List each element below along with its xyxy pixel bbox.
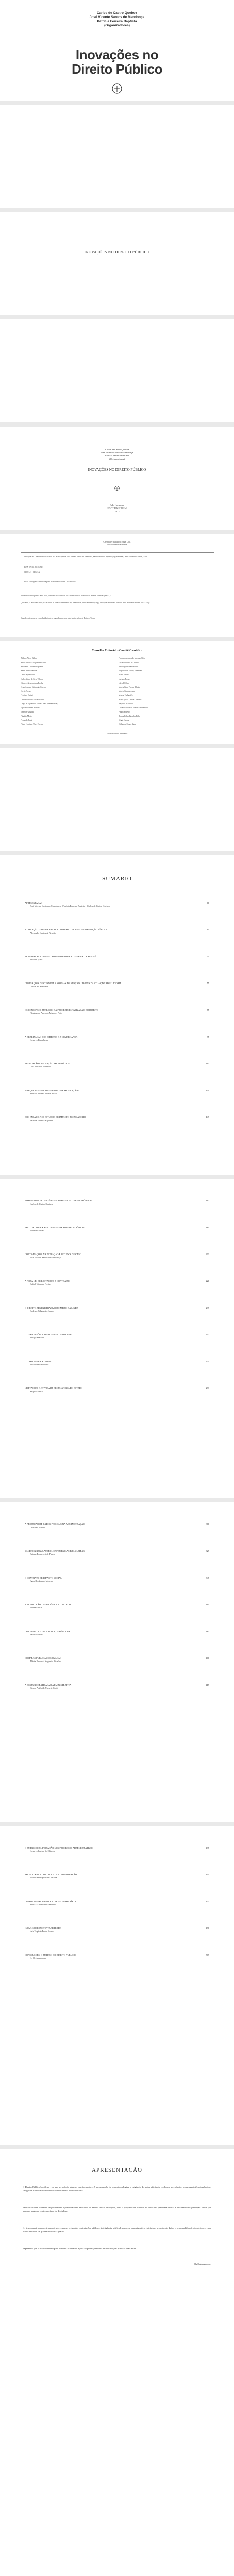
toc-entry[interactable] — [25, 1333, 209, 1339]
toc-entry-authors: Juliana Bonacorsi de Palma — [30, 1552, 55, 1555]
toc-entry-authors: Eduardo Jordão — [30, 1229, 44, 1232]
toc-page-number: 509 — [206, 1954, 209, 1956]
board-member: Emerson Gabardo — [21, 711, 35, 713]
board-member: Marcia Carla Pereira Ribeiro — [119, 686, 140, 688]
rights-line: Todos os direitos reservados. — [106, 543, 128, 546]
toc-entry-authors: Floriano de Azevedo Marques Neto — [30, 1011, 62, 1014]
title-page-authors — [0, 448, 234, 461]
toc-entry[interactable] — [25, 1116, 209, 1122]
board-member: Sérgio Guerra — [119, 719, 129, 721]
toc-entry-title: POR QUE INSISTIR NO EMPREGO DA REGULAÇÃO? — [25, 1089, 79, 1092]
title-page-author: José Vicente Santos de Mendonça — [101, 451, 133, 454]
toc-entry-authors: Gustavo Binenbojm — [30, 1038, 48, 1041]
toc-page-number: 131 — [206, 1089, 209, 1092]
toc-entry-authors: Dinorá Adelaide Musetti Grotti — [30, 1686, 58, 1689]
cover-title — [0, 47, 234, 76]
title-page-author: (Organizadores) — [109, 457, 125, 460]
toc-page-number: 437 — [206, 1846, 209, 1849]
presentation-paragraph: O Direito Público brasileiro vive um período de intensas transformações. A incorporação de novas tecnologias, a exigência de maior eficiência e a busca por soluções consensuais têm desafiado as categorias tradicionais do direito administrativo e constitucional. — [23, 2185, 211, 2192]
page-separator — [0, 315, 234, 319]
toc-entry-title: APRESENTAÇÃO — [25, 902, 43, 904]
board-member: Jorge Ulisses Jacoby Fernandes — [119, 670, 142, 672]
toc-page-number: 55 — [207, 982, 209, 985]
toc-page-number: 221 — [206, 1280, 209, 1282]
board-member: Ney José de Freitas — [119, 703, 133, 705]
page-separator — [0, 1175, 234, 1179]
blank-page — [0, 748, 234, 851]
toc-entry-title: CIDADES INTELIGENTES E DIREITO URBANÍSTICO — [25, 1900, 79, 1903]
board-member: Cármen Lúcia Antunes Rocha — [21, 682, 43, 684]
toc-entry-title: LIMITAÇÕES À ATIVIDADE REGULATÓRIA DO ESTADO — [25, 1387, 83, 1389]
toc-entry[interactable] — [25, 1280, 209, 1285]
catalog-closing: Ficha catalográfica elaborada por Lissandra Ruas Lima – CRB/6-2851 — [24, 581, 77, 583]
toc-entry[interactable] — [25, 1846, 209, 1852]
board-member: Paulo Modesto — [119, 711, 130, 713]
cover-authors — [0, 11, 234, 28]
board-member: Juarez Freitas — [119, 674, 129, 676]
toc-entry-title: INOVAÇÃO E SUSTENTABILIDADE — [25, 1927, 61, 1929]
catalog-card — [21, 552, 214, 589]
biblio: QUEIROZ, Carlos de Castro; MENDONÇA, José Vicente Santos de; BAPTISTA, Patrícia Ferreira (Org.). Inovações no Direito Público. Belo Horizonte: Fórum, 2023. 354 p. — [21, 602, 151, 604]
toc-page-number: 11 — [207, 902, 209, 904]
toc-page-number: 383 — [206, 1630, 209, 1633]
board-member: Oswaldo Othon de Pontes Saraiva Filho — [119, 707, 148, 709]
toc-entry[interactable] — [25, 1523, 209, 1529]
board-member: Gustavo Justino de Oliveira — [119, 662, 140, 664]
toc-entry[interactable] — [25, 1360, 209, 1366]
board-member: Luciano Ferraz — [119, 678, 130, 680]
presentation-paragraph: Esperamos que o livro contribua para o debate acadêmico e para o aperfeiçoamento das instituições públicas brasileiras. — [23, 2247, 137, 2250]
toc-page-number: 203 — [206, 1253, 209, 1256]
cover-author: Patrícia Ferreira Baptista — [97, 20, 137, 23]
board-member: Egon Bockmann Moreira — [21, 707, 40, 709]
page-separator — [0, 422, 234, 427]
toc-page-number: 311 — [206, 1523, 209, 1526]
toc-page-number: 347 — [206, 1577, 209, 1579]
toc-entry-authors: Rodrigo Valgas dos Santos — [30, 1309, 55, 1312]
board-member: Floriano de Azevedo Marques Neto — [119, 657, 145, 659]
notice: Esta obra não pode ser reproduzida, total ou parcialmente, sem autorização prévia da Editora Fórum. — [21, 617, 95, 619]
toc-entry-authors: José Vicente Santos de Mendonça — [30, 1256, 61, 1259]
board-member: Lúcio Delfino — [119, 682, 129, 684]
toc-page-number: 185 — [206, 1226, 209, 1229]
toc-entry-title: REGULAÇÃO E INOVAÇÃO TECNOLÓGICA — [25, 1062, 70, 1065]
cover-page — [0, 0, 234, 101]
toc-entry-title: CONTRATAÇÕES NA INOVAÇÃO E ESTUDOS DE CASO — [25, 1253, 81, 1256]
page-separator — [0, 637, 234, 641]
toc-entry-authors: Fabrício Motta — [30, 1633, 44, 1636]
toc-entry-title: GOVERNO DIGITAL E SERVIÇOS PÚBLICOS — [25, 1630, 70, 1633]
toc-entry[interactable] — [25, 1307, 209, 1312]
toc-entry-authors: Cristiana Fortini — [30, 1526, 45, 1529]
title-page-author: Patrícia Ferreira Baptista — [105, 454, 129, 457]
publisher-logo — [107, 82, 127, 95]
toc-entry-authors: Juarez Freitas — [30, 1606, 43, 1609]
toc-entry[interactable] — [25, 1089, 209, 1095]
toc-entry[interactable] — [25, 1630, 209, 1636]
toc-page-number: 75 — [207, 1009, 209, 1011]
toc-entry-authors: Luiz Eduardo Pinheiro — [30, 1065, 51, 1068]
copyright — [21, 541, 213, 546]
page-separator — [0, 1498, 234, 1502]
toc-entry-authors: Vitor Rhein Schirato — [30, 1363, 49, 1366]
board-member: Fernando Rossi — [21, 719, 32, 721]
toc-entry-title: A REALIZAÇÃO DOS DIREITOS E A GOVERNANÇA — [25, 1036, 78, 1038]
credits-page — [0, 534, 234, 637]
half-title-page — [0, 212, 234, 315]
toc-entry[interactable] — [25, 1387, 209, 1393]
toc-entry-authors: Gustavo Justino de Oliveira — [30, 1849, 55, 1852]
toc-entry-authors: Rafael Véras de Freitas — [30, 1282, 52, 1285]
copyright-line: Copyright © by Editora Fórum Ltda. — [103, 541, 131, 543]
toc-entry-title: O CASO NUDGE E O DIREITO — [25, 1360, 56, 1363]
board-member: Walber de Moura Agra — [119, 723, 136, 725]
toc-entry-title: TECNOLOGIA E CONTROLE DA ADMINISTRAÇÃO — [25, 1873, 77, 1876]
cover-title-line: Inovações no — [75, 47, 159, 62]
toc-page-number: 95 — [207, 1036, 209, 1038]
toc-entry-authors: Alexandre Santos de Aragão — [30, 931, 56, 934]
cover-author: Carlos de Castro Queiroz — [96, 11, 138, 15]
toc-entry-authors: Sérgio Guerra — [30, 1389, 43, 1393]
toc-page-number: 257 — [206, 1333, 209, 1336]
toc-entry[interactable] — [25, 1226, 209, 1232]
toc-entry-authors: José Vicente Santos de Mendonça · Patrícia Ferreira Baptista · Carlos de Castro Queiroz — [30, 904, 110, 907]
presentation-title: APRESENTAÇÃO — [92, 2167, 142, 2173]
toc-page-number: 329 — [206, 1550, 209, 1552]
toc-entry-title: SANDBOX REGULATÓRIO: EXPERIÊNCIAS BRASILEIRAS — [25, 1550, 85, 1552]
toc-page-number: 35 — [207, 955, 209, 958]
toc-entry-authors: Patrícia Ferreira Baptista — [30, 1118, 53, 1122]
board-member: Cesar Augusto Guimarães Pereira — [21, 686, 46, 688]
page-separator — [0, 744, 234, 748]
board-member: Fabrício Motta — [21, 715, 32, 717]
toc-entry-authors: Marcos Juruena Villela Souto — [30, 1092, 57, 1095]
toc-page-number: 167 — [206, 1199, 209, 1202]
catalog-codes: CDD 341 · CDU 342 — [24, 571, 40, 573]
board-member: Dinorá Adelaide Musetti Grotti — [21, 699, 44, 701]
toc-entry[interactable] — [25, 1253, 209, 1259]
toc-entry-title: OS CONSENSOS PÚBLICOS E A PROCEDIMENTALIZAÇÃO DO DIREITO — [25, 1009, 98, 1011]
board-member: Adilson Abreu Dallari — [21, 657, 37, 659]
toc-entry-title: CONCLUSÕES: O FUTURO DO DIREITO PÚBLICO — [25, 1954, 76, 1956]
board-member: Clovis Beznos — [21, 690, 31, 692]
board-member: Romeu Felipe Bacellar Filho — [119, 715, 140, 717]
presentation-paragraph: Esta obra reúne reflexões de professores e pesquisadores dedicados ao estudo dessas inovações, com o propósito de oferecer ao leitor um panorama crítico e atualizado dos principais temas que marcam a agenda contemporânea da disciplina. — [23, 2206, 211, 2212]
toc-title: SUMÁRIO — [102, 876, 132, 882]
toc-page-1 — [0, 855, 234, 1175]
toc-page-number: 275 — [206, 1360, 209, 1363]
toc-entry-authors: Carlos Ari Sundfeld — [30, 985, 48, 988]
publisher-logo — [112, 485, 122, 492]
presentation-signature: Os Organizadores — [194, 2263, 211, 2265]
toc-page-number: 293 — [206, 1387, 209, 1389]
toc-page-number: 113 — [206, 1062, 209, 1065]
board-member: Flávio Henrique Unes Pereira — [21, 723, 43, 725]
board-member: Carlos Mário da Silva Velloso — [21, 678, 43, 680]
board-member: Alexandre Coutinho Pagliarini — [21, 666, 44, 668]
toc-entry[interactable] — [25, 1009, 209, 1014]
board-member: Maria Sylvia Zanella Di Pietro — [119, 699, 142, 701]
toc-page-3 — [0, 1502, 234, 1822]
toc-entry-title: EFEITOS DO PROCESSO ADMINISTRATIVO ELETRÔNICO — [25, 1226, 85, 1229]
toc-entry-title: A REVOLUÇÃO TECNOLÓGICA E O ESTADO — [25, 1603, 71, 1606]
toc-page-number: 473 — [206, 1900, 209, 1903]
catalog-text: Inovações no Direito Público / Carlos de Castro Queiroz, José Vicente Santos de Mendonça, Patrícia Ferreira Baptista (Organizadores). Belo Horizonte: Fórum, 2023. — [24, 556, 147, 558]
toc-entry-authors: Flávio Henrique Unes Pereira — [30, 1876, 57, 1879]
board-member: Carlos Ayres Britto — [21, 674, 35, 676]
toc-entry-title: O EMPREGO DA INOVAÇÃO NOS PROCESSOS ADMINISTRATIVOS — [25, 1846, 93, 1849]
toc-entry[interactable] — [25, 1927, 209, 1933]
toc-entry-title: O CONTRATO DE IMPACTO SOCIAL — [25, 1577, 62, 1579]
title-page-title: INOVAÇÕES NO DIREITO PÚBLICO — [88, 468, 146, 472]
toc-entry[interactable] — [25, 1062, 209, 1068]
board-member: Alécia Paolucci Nogueira Bicalho — [21, 662, 46, 664]
page-separator — [0, 2145, 234, 2149]
toc-entry-title: DOS ENSAIOS AOS ESTUDOS DE IMPACTO REGULATÓRIO — [25, 1116, 86, 1118]
title-page-publisher: EDITORA FÓRUM — [107, 507, 127, 510]
toc-entry[interactable] — [25, 928, 209, 934]
blank-page — [0, 105, 234, 208]
toc-entry-authors: Inês Virgínia Prado Soares — [30, 1929, 54, 1933]
toc-entry[interactable] — [25, 1603, 209, 1609]
toc-page-number: 401 — [206, 1657, 209, 1659]
board-footer: Todos os direitos reservados — [106, 733, 128, 735]
toc-entry-authors: Thiago Marrara — [30, 1336, 44, 1339]
title-page-author: Carlos de Castro Queiroz — [105, 448, 129, 451]
board-member: André Ramos Tavares — [21, 670, 37, 672]
toc-page-number: 491 — [206, 1927, 209, 1929]
toc-entry-title: A DESBUROCRATIZAÇÃO ADMINISTRATIVA — [25, 1684, 72, 1686]
toc-entry-title: A NOVA LEI DE LICITAÇÕES E CONTRATOS — [25, 1280, 70, 1282]
board-member: Diogo de Figueiredo Moreira Neto (in memoriam) — [21, 703, 58, 705]
toc-page-number: 419 — [206, 1684, 209, 1686]
presentation-page — [0, 2149, 234, 2576]
title-page — [0, 427, 234, 530]
toc-page-4 — [0, 1826, 234, 2145]
toc-entry-authors: Alécia Paolucci Nogueira Bicalho — [30, 1659, 61, 1663]
toc-entry-title: A INSERÇÃO DA GOVERNANÇA CORPORATIVA NA ADMINISTRAÇÃO PÚBLICA — [25, 928, 108, 931]
toc-page-number: 15 — [207, 928, 209, 931]
page-separator — [0, 851, 234, 855]
toc-entry[interactable] — [25, 1900, 209, 1906]
toc-entry-authors: Marcia Carla Pereira Ribeiro — [30, 1903, 56, 1906]
toc-entry[interactable] — [25, 1684, 209, 1689]
biblio-head: Informação bibliográfica deste livro, conforme a NBR 6023:2018 da Associação Brasileira de Normas Técnicas (ABNT): — [21, 595, 111, 597]
toc-entry-title: EMPREGO DA INTELIGÊNCIA ARTIFICIAL NO DIREITO PÚBLICO — [25, 1199, 92, 1202]
page-separator — [0, 101, 234, 105]
toc-page-number: 149 — [206, 1116, 209, 1118]
toc-entry[interactable] — [25, 1577, 209, 1582]
toc-page-number: 455 — [206, 1873, 209, 1876]
cover-author: José Vicente Santos de Mendonça — [89, 15, 145, 19]
toc-entry-title: OBRIGAÇÕES DE CONDUTA E NORMAS DE SANÇÃO: LIMITES DA ATUAÇÃO REGULATÓRIA — [25, 982, 122, 985]
isbn: ISBN 978-65-5518-451-3 — [24, 566, 44, 568]
toc-entry[interactable] — [25, 1550, 209, 1555]
presentation-paragraph: Os textos aqui reunidos tratam de governança, regulação, contratações públicas, inteligência artificial, processo administrativo eletrônico, proteção de dados e responsabilidade dos gestores, entre outros assuntos de grande relevância prática. — [23, 2227, 211, 2233]
page-separator — [0, 1822, 234, 1826]
title-page-year: 2023 — [114, 510, 120, 513]
toc-entry-title: O DIREITO ADMINISTRATIVO DO MEDO E A LINDB — [25, 1307, 78, 1309]
toc-entry-title: RESPONSABILIDADE DO ADMINISTRADOR E O GESTOR DE BOA-FÉ — [25, 955, 96, 958]
title-page-place: Belo Horizonte — [109, 504, 125, 506]
board-page — [0, 641, 234, 744]
half-title: INOVAÇÕES NO DIREITO PÚBLICO — [84, 250, 150, 255]
toc-entry[interactable] — [25, 982, 209, 988]
board-member: Inês Virgínia Prado Soares — [119, 666, 139, 668]
toc-entry-authors: Egon Bockmann Moreira — [30, 1579, 53, 1582]
toc-page-number: 239 — [206, 1307, 209, 1309]
page-separator — [0, 530, 234, 534]
toc-entry-title: O GESTOR PÚBLICO E O DEVER DE DECIDIR — [25, 1333, 72, 1336]
toc-entry[interactable] — [25, 1199, 209, 1205]
toc-entry[interactable] — [25, 1657, 209, 1663]
toc-entry-authors: Os Organizadores — [30, 1956, 46, 1959]
board-member: Marcos Ehrhardt Jr. — [119, 694, 133, 697]
cover-author: (Organizadores) — [104, 24, 130, 27]
toc-entry[interactable] — [25, 1036, 209, 1041]
toc-entry[interactable] — [25, 1873, 209, 1879]
cover-title-line: Direito Público — [72, 61, 162, 77]
board-title: Conselho Editorial - Comitê Científico — [91, 649, 143, 652]
blank-page — [0, 319, 234, 422]
toc-page-2 — [0, 1179, 234, 1498]
toc-entry[interactable] — [25, 902, 209, 907]
page-separator — [0, 208, 234, 212]
board-member: Cristiana Fortini — [21, 694, 33, 697]
toc-entry-authors: André Cyrino — [30, 958, 43, 961]
toc-page-number: 365 — [206, 1603, 209, 1606]
toc-entry-title: COMPRAS PÚBLICAS E INOVAÇÃO — [25, 1657, 62, 1659]
title-page-imprint — [0, 504, 234, 513]
board-member: Márcio Cammarosano — [119, 690, 136, 692]
toc-entry[interactable] — [25, 1954, 209, 1959]
toc-entry[interactable] — [25, 955, 209, 961]
toc-entry-title: A PROTEÇÃO DE DADOS PESSOAIS NA ADMINISTRAÇÃO — [25, 1523, 85, 1526]
toc-entry-authors: Carlos de Castro Queiroz — [30, 1202, 53, 1205]
